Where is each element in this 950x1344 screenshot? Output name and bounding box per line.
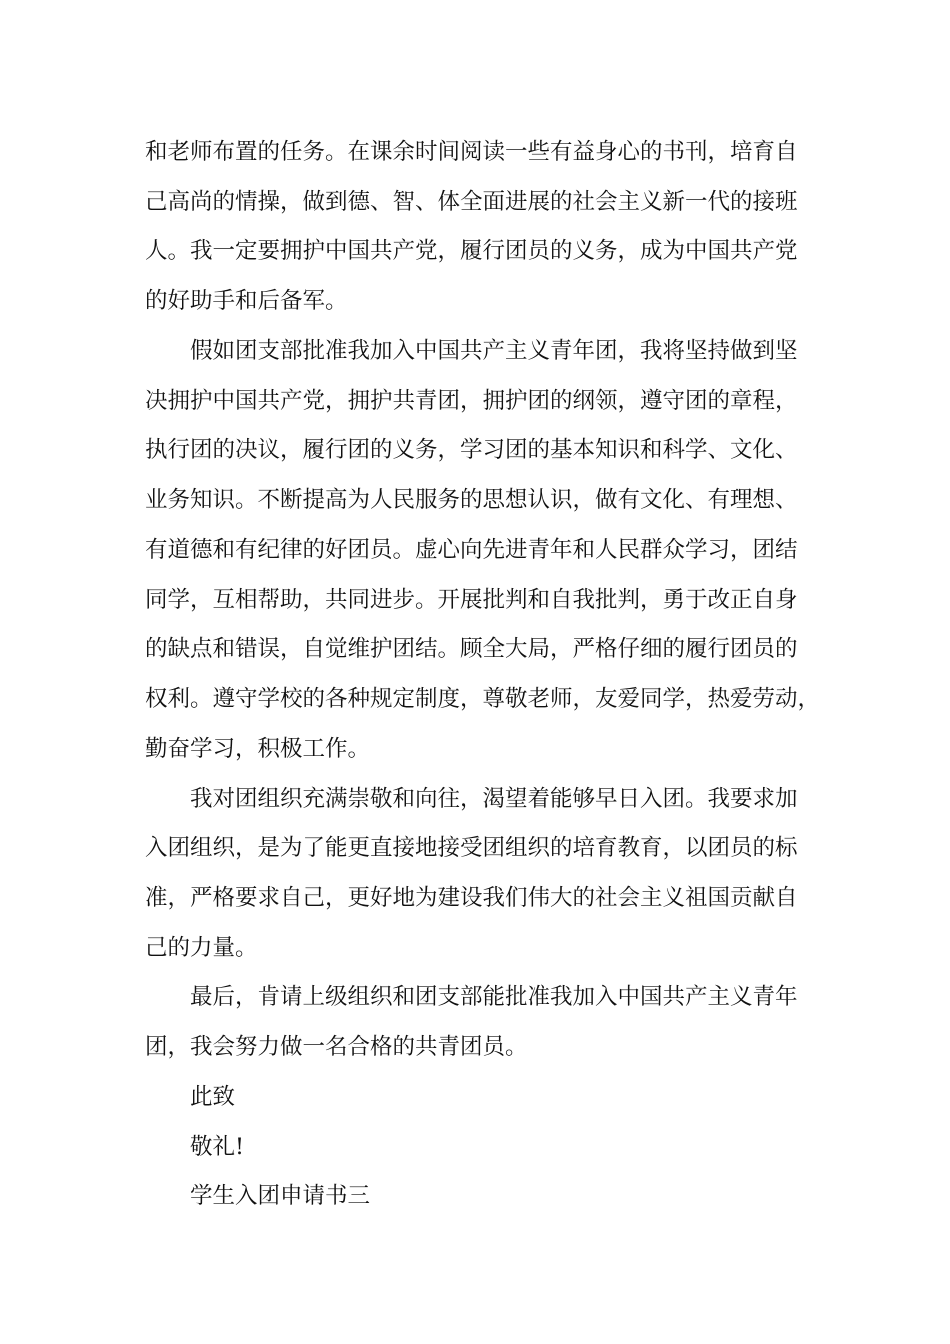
body-text-line: 业务知识。不断提高为人民服务的思想认识，做有文化、有理想、 [145,487,798,513]
body-text-line: 权利。遵守学校的各种规定制度，尊敬老师，友爱同学，热爱劳动， [145,686,821,712]
body-text-line: 和老师布置的任务。在课余时间阅读一些有益身心的书刊，培育自 [145,139,798,165]
body-text-line: 人。我一定要拥护中国共产党，履行团员的义务，成为中国共产党 [145,238,798,264]
paragraph-first-line: 最后，肯请上级组织和团支部能批准我加入中国共产主义青年 [190,984,798,1010]
body-text-line: 己高尚的情操，做到德、智、体全面进展的社会主义新一代的接班 [145,189,798,215]
body-text-line: 勤奋学习，积极工作。 [145,736,371,762]
body-text-line: 入团组织，是为了能更直接地接受团组织的培育教育，以团员的标 [145,835,798,861]
body-text-line: 有道德和有纪律的好团员。虚心向先进青年和人民群众学习，团结 [145,537,798,563]
body-text-line: 执行团的决议，履行团的义务，学习团的基本知识和科学、文化、 [145,437,798,463]
closing-line: 此致 [190,1084,236,1110]
body-text-line: 的缺点和错误，自觉维护团结。顾全大局，严格仔细的履行团员的 [145,636,798,662]
salutation-line: 敬礼! [190,1134,245,1160]
section-heading: 学生入团申请书三 [190,1183,371,1209]
body-text-line: 准，严格要求自己，更好地为建设我们伟大的社会主义祖国贡献自 [145,885,798,911]
paragraph-first-line: 我对团组织充满崇敬和向往，渴望着能够早日入团。我要求加 [190,786,798,812]
body-text-line: 的好助手和后备军。 [145,288,348,314]
paragraph-first-line: 假如团支部批准我加入中国共产主义青年团，我将坚持做到坚 [190,338,798,364]
body-text-line: 己的力量。 [145,935,258,961]
body-text-line: 同学，互相帮助，共同进步。开展批判和自我批判，勇于改正自身 [145,587,798,613]
body-text-line: 决拥护中国共产党，拥护共青团，拥护团的纲领，遵守团的章程， [145,388,798,414]
body-text-line: 团，我会努力做一名合格的共青团员。 [145,1034,528,1060]
